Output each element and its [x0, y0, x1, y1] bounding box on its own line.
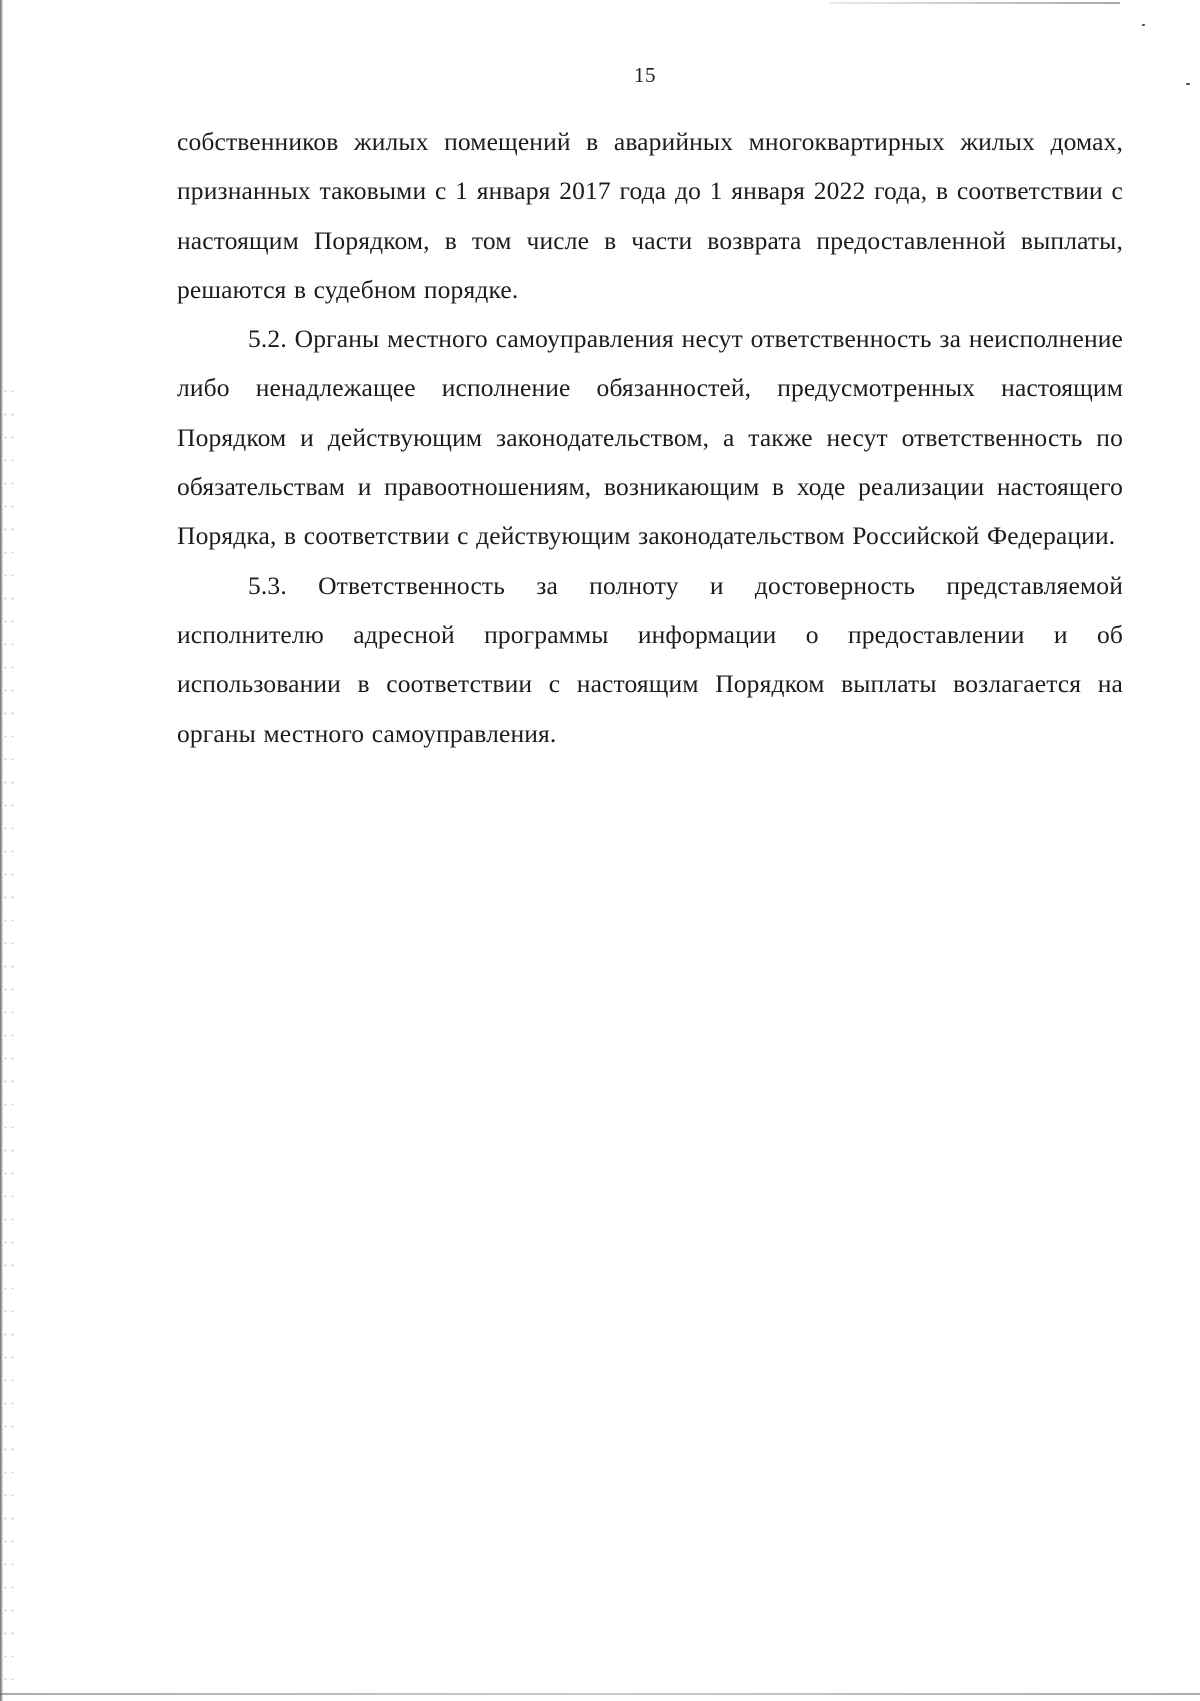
scan-edge-specks — [2, 380, 16, 1680]
page-number: 15 — [634, 63, 656, 87]
scan-line-top — [830, 2, 1120, 4]
paragraph-continuation: собственников жилых помещений в аварийных многоквартирных жилых домах, признанных таковыми с 1 января 2017 года до 1 января 2022 года, в соответствии с настоящим Порядком, в том числе в части возврата предоставленной выплаты, решаются в судебном порядке. — [177, 127, 1123, 304]
paragraph-section-5-2: 5.2. Органы местного самоуправления несут ответственность за неисполнение либо ненадлежащее исполнение обязанностей, предусмотренных настоящим Порядком и действующим законодательством, а также несут ответственность по обязательствам и правоотношениям, возникающим в ходе реализации настоящего Порядка, в соответствии с действующим законодательством Российской Федерации. — [177, 324, 1123, 551]
scan-line-bottom — [0, 1693, 1200, 1695]
document-body — [177, 117, 1123, 758]
paragraph-section-5-3: 5.3. Ответственность за полноту и достоверность представляемой исполнителю адресной программы информации о предоставлении и об использовании в соответствии с настоящим Порядком выплаты возлагается на органы местного самоуправления. — [177, 570, 1123, 748]
scan-speck — [1142, 24, 1145, 26]
